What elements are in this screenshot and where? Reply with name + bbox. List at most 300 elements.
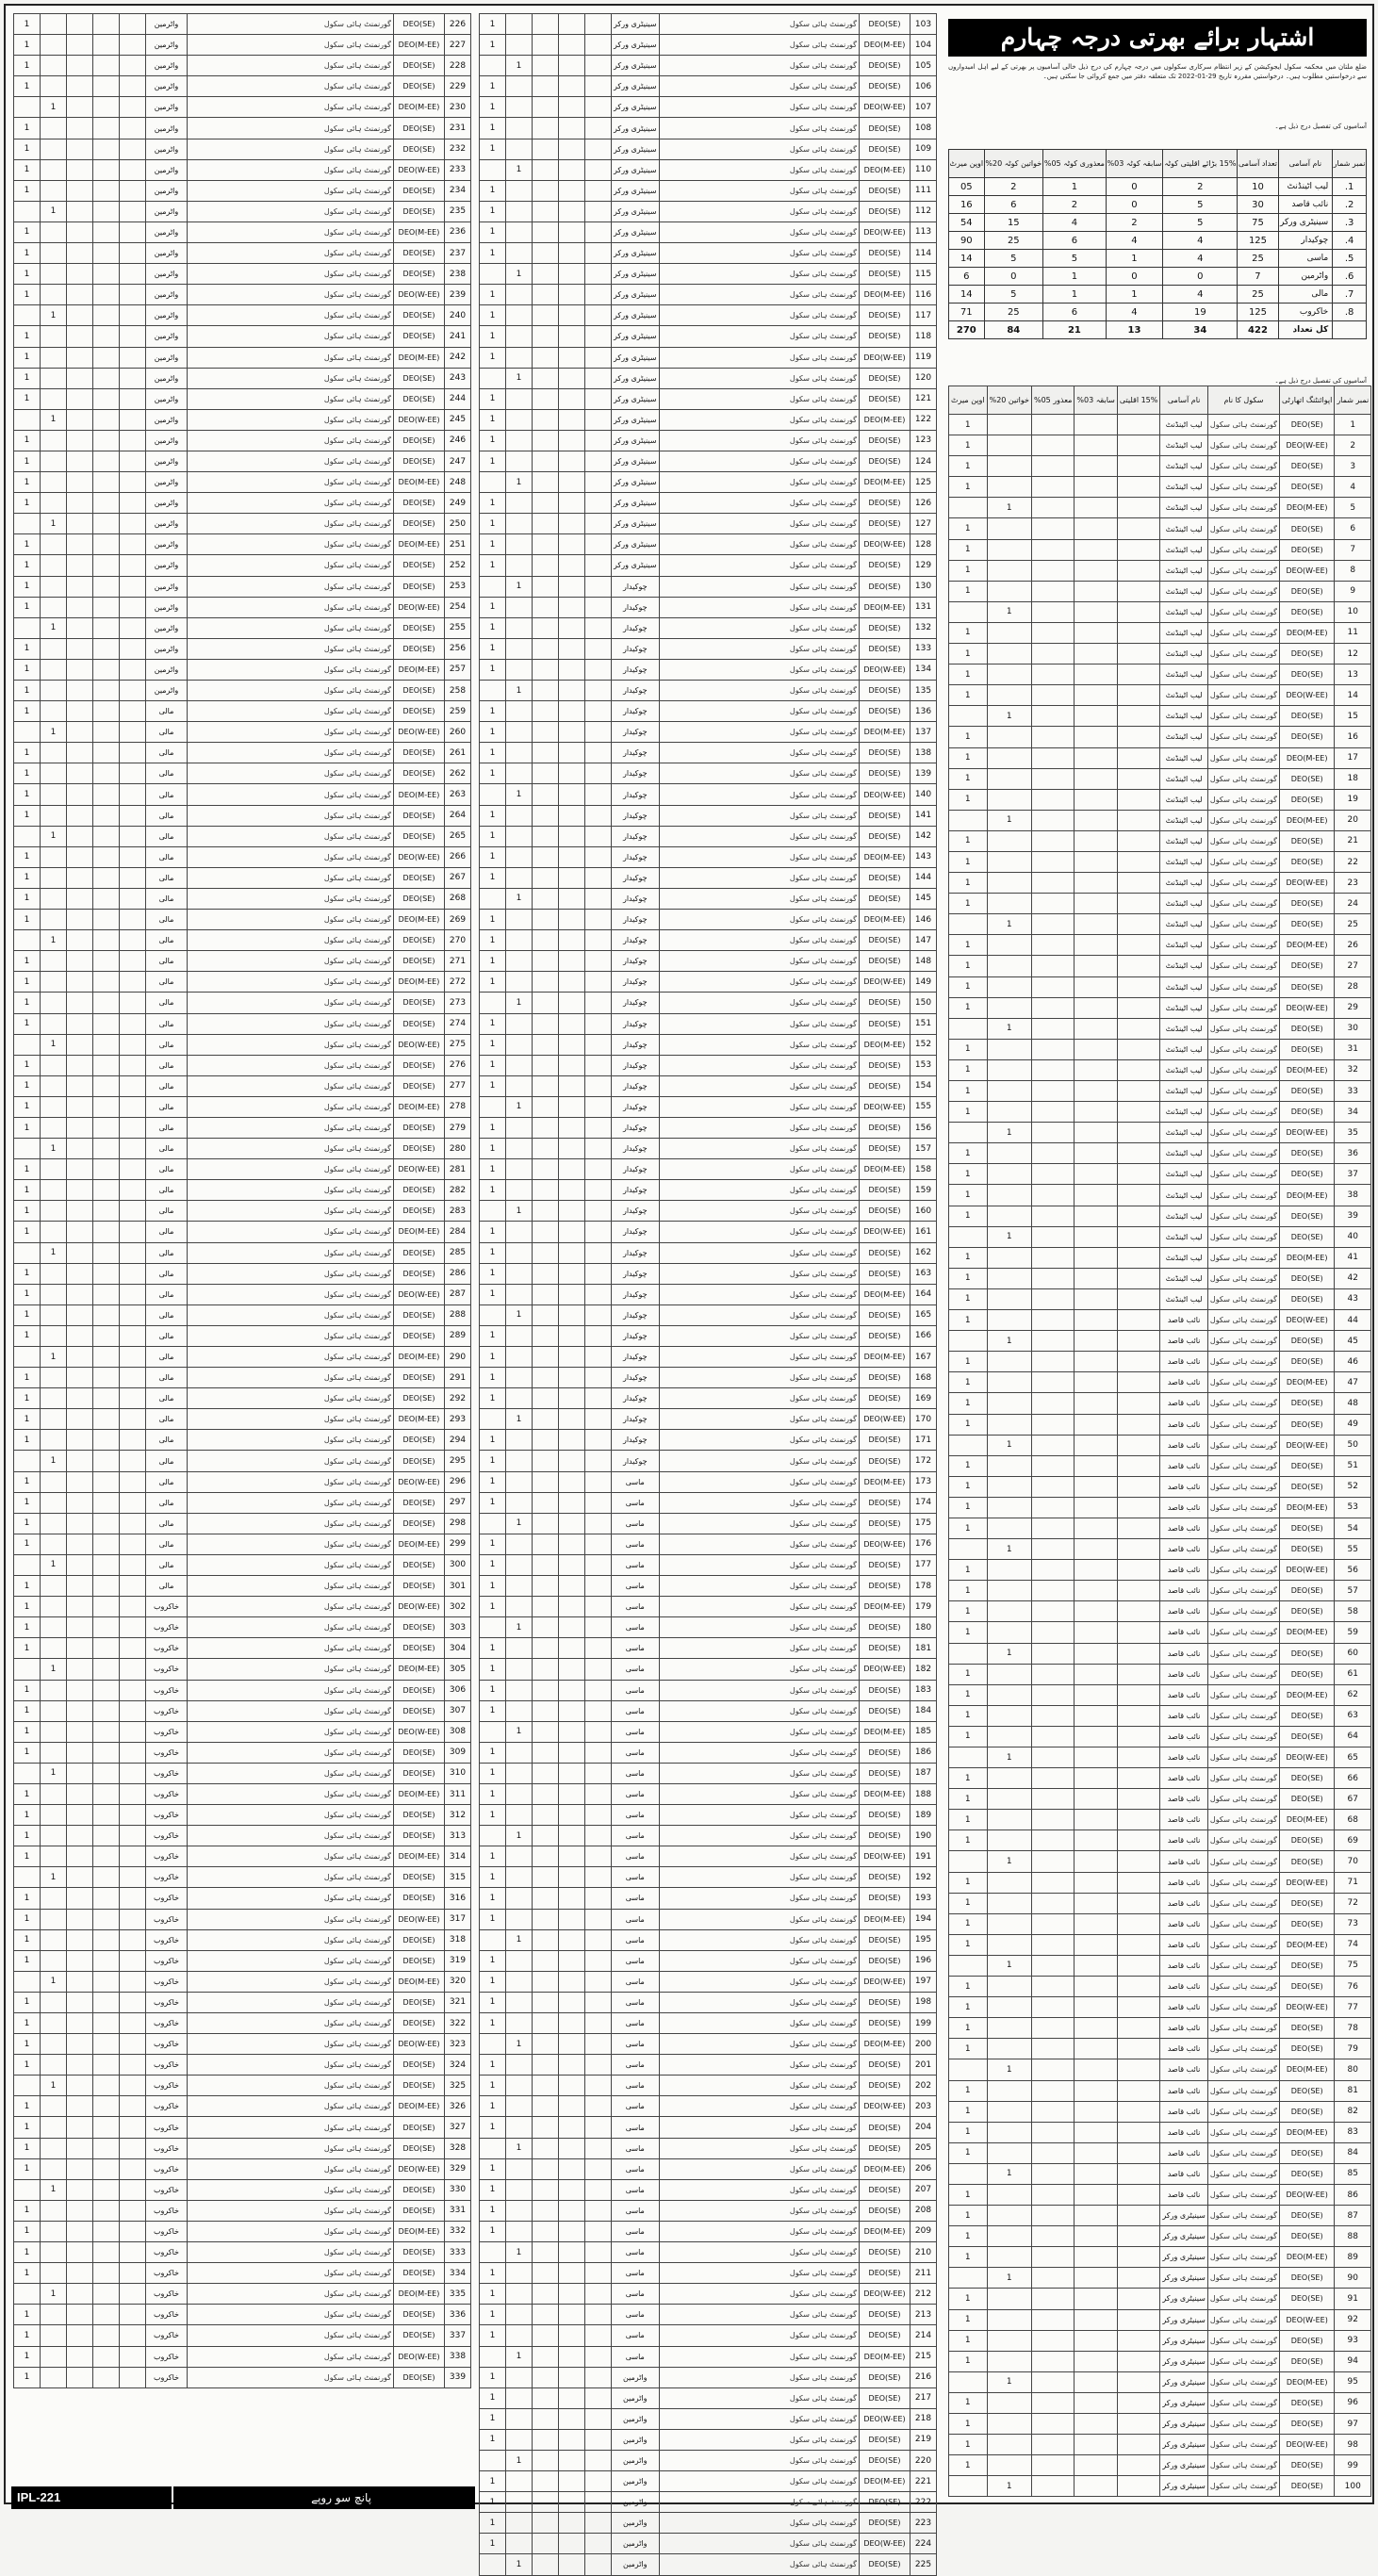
listing-cell-q20: 1: [41, 1034, 67, 1055]
listing-row: [949, 2289, 1371, 2309]
listing-row: [949, 727, 1371, 747]
listing-cell-open: [949, 2163, 988, 2184]
listing-cell-sr: 150: [910, 993, 937, 1013]
listing-cell-office: DEO(SE): [860, 1992, 910, 2012]
listing-cell-office: DEO(SE): [394, 1554, 445, 1575]
listing-cell-q5: [67, 617, 93, 638]
listing-row: [480, 2471, 937, 2492]
listing-cell-q15: [1117, 1997, 1160, 2018]
listing-cell-q3: [1075, 1164, 1117, 1185]
listing-cell-q20: 1: [506, 1201, 533, 1222]
listing-cell-post: مالی: [146, 722, 188, 743]
listing-cell-q5: [67, 2242, 93, 2263]
listing-cell-sr: 191: [910, 1846, 937, 1867]
listing-cell-q15: [1117, 1539, 1160, 1560]
listing-cell-q15: [1117, 560, 1160, 581]
listing-cell-q20: 1: [41, 1451, 67, 1471]
listing-cell-school: گورنمنٹ ہائی سکول: [188, 1700, 394, 1721]
listing-cell-sr: 171: [910, 1430, 937, 1451]
listing-cell-q3: [559, 930, 585, 951]
listing-cell-school: گورنمنٹ ہائی سکول: [659, 14, 859, 35]
listing-cell-office: DEO(SE): [1280, 2476, 1335, 2497]
listing-cell-q15: [585, 1721, 612, 1742]
listing-cell-office: DEO(SE): [860, 1180, 910, 1201]
listing-row: [949, 1851, 1371, 1872]
listing-cell-q5: [1031, 747, 1074, 768]
listing-cell-post: خاکروب: [146, 1826, 188, 1846]
listing-cell-q15: [585, 2200, 612, 2221]
listing-cell-q5: [1031, 1997, 1074, 2018]
listing-cell-q5: [533, 784, 559, 805]
listing-cell-school: گورنمنٹ ہائی سکول: [188, 14, 394, 35]
listing-cell-q3: [93, 118, 120, 139]
listing-row: [949, 2122, 1371, 2142]
listing-cell-post: خاکروب: [146, 1638, 188, 1659]
listing-cell-school: گورنمنٹ ہائی سکول: [1207, 560, 1279, 581]
listing-cell-sr: 273: [445, 993, 471, 1013]
listing-cell-q3: [93, 97, 120, 118]
listing-cell-q15: [585, 2367, 612, 2387]
summary-cell-q20: 15: [984, 214, 1042, 232]
listing-cell-q20: [987, 935, 1031, 956]
listing-cell-school: گورنمنٹ ہائی سکول: [659, 1783, 859, 1804]
listing-cell-open: 1: [949, 956, 988, 976]
listing-cell-q5: [67, 1576, 93, 1597]
listing-row: [14, 388, 471, 409]
listing-cell-q20: 1: [506, 368, 533, 388]
listing-cell-q3: [559, 514, 585, 534]
listing-cell-q20: [506, 1492, 533, 1513]
listing-cell-q5: [533, 97, 559, 118]
listing-cell-office: DEO(SE): [1280, 1039, 1335, 1059]
listing-cell-post: واٹرمین: [146, 534, 188, 555]
listing-cell-sr: 263: [445, 784, 471, 805]
listing-cell-q3: [1075, 1726, 1117, 1747]
listing-cell-open: 1: [14, 2200, 41, 2221]
listing-cell-sr: 192: [910, 1867, 937, 1888]
listing-cell-school: گورنمنٹ ہائی سکول: [659, 35, 859, 56]
listing-cell-office: DEO(SE): [860, 2242, 910, 2263]
listing-cell-q5: [533, 597, 559, 617]
listing-cell-office: DEO(SE): [394, 1576, 445, 1597]
listing-row: [480, 2076, 937, 2096]
listing-cell-school: گورنمنٹ ہائی سکول: [188, 2138, 394, 2158]
listing-cell-q15: [1117, 1247, 1160, 1268]
listing-cell-q20: [41, 1576, 67, 1597]
listing-cell-office: DEO(M-EE): [860, 1471, 910, 1492]
listing-cell-office: DEO(M-EE): [394, 97, 445, 118]
listing-row: [480, 993, 937, 1013]
listing-cell-sr: 272: [445, 972, 471, 993]
listing-cell-open: 1: [14, 681, 41, 701]
listing-cell-school: گورنمنٹ ہائی سکول: [1207, 2392, 1279, 2413]
listing-cell-q20: [41, 285, 67, 305]
listing-cell-q3: [93, 1096, 120, 1117]
listing-cell-q20: [987, 1601, 1031, 1622]
listing-cell-sr: 175: [910, 1513, 937, 1534]
listing-cell-office: DEO(SE): [860, 1304, 910, 1325]
listing-cell-q5: [67, 576, 93, 597]
listing-row: [480, 1347, 937, 1368]
listing-cell-office: DEO(W-EE): [1280, 2435, 1335, 2455]
listing-cell-office: DEO(SE): [1280, 2351, 1335, 2371]
listing-cell-q3: [559, 2034, 585, 2055]
listing-cell-sr: 51: [1335, 1455, 1371, 1476]
listing-cell-open: 1: [14, 1742, 41, 1763]
listing-cell-q5: [67, 763, 93, 784]
listing-row: [480, 285, 937, 305]
listing-cell-q3: [93, 1471, 120, 1492]
listing-cell-q20: [987, 2018, 1031, 2039]
listing-cell-q20: [987, 1810, 1031, 1830]
listing-cell-q15: [585, 1783, 612, 1804]
listing-cell-q3: [93, 2076, 120, 2096]
listing-cell-school: گورنمنٹ ہائی سکول: [188, 1846, 394, 1867]
listing-row: [14, 846, 471, 867]
listing-cell-office: DEO(W-EE): [860, 972, 910, 993]
listing-cell-office: DEO(SE): [860, 243, 910, 264]
listing-cell-office: DEO(SE): [1280, 1331, 1335, 1352]
listing-row: [14, 1325, 471, 1346]
listing-cell-q20: [987, 2247, 1031, 2268]
listing-cell-q5: [1031, 1934, 1074, 1955]
listing-cell-q15: [585, 659, 612, 680]
listing-cell-office: DEO(SE): [860, 1242, 910, 1263]
listing-cell-sr: 167: [910, 1347, 937, 1368]
listing-cell-school: گورنمنٹ ہائی سکول: [1207, 830, 1279, 851]
listing-cell-q3: [559, 1388, 585, 1409]
summary-cell-sr: 7.: [1333, 286, 1367, 304]
listing-cell-open: 1: [949, 1268, 988, 1288]
listing-cell-post: چوکیدار: [612, 972, 660, 993]
listing-cell-q3: [1075, 1768, 1117, 1789]
listing-cell-school: گورنمنٹ ہائی سکول: [188, 910, 394, 930]
listing-cell-school: گورنمنٹ ہائی سکول: [1207, 1164, 1279, 1185]
listing-cell-q20: [41, 368, 67, 388]
listing-cell-q20: [506, 1430, 533, 1451]
listing-cell-q5: [67, 159, 93, 180]
listing-row: [480, 1867, 937, 1888]
listing-cell-q3: [559, 2367, 585, 2387]
listing-cell-post: چوکیدار: [612, 930, 660, 951]
listing-row: [480, 951, 937, 972]
listing-cell-post: لیب اٹینڈنٹ: [1160, 789, 1208, 810]
listing-cell-open: [480, 784, 506, 805]
listing-cell-q3: [1075, 1247, 1117, 1268]
listing-cell-open: [14, 826, 41, 846]
listing-cell-school: گورنمنٹ ہائی سکول: [188, 1929, 394, 1950]
listing-cell-q15: [585, 681, 612, 701]
listing-cell-q3: [559, 2471, 585, 2492]
listing-cell-q3: [93, 743, 120, 763]
listing-cell-post: نائب قاصد: [1160, 1372, 1208, 1393]
listing-cell-school: گورنمنٹ ہائی سکول: [1207, 2435, 1279, 2455]
listing-cell-q3: [93, 139, 120, 159]
listing-cell-office: DEO(W-EE): [394, 409, 445, 430]
listing-cell-sr: 331: [445, 2200, 471, 2221]
listing-cell-school: گورنمنٹ ہائی سکول: [659, 201, 859, 222]
listing-cell-open: 1: [480, 409, 506, 430]
listing-cell-school: گورنمنٹ ہائی سکول: [188, 76, 394, 97]
listing-cell-post: نائب قاصد: [1160, 1352, 1208, 1372]
listing-cell-q5: [533, 2096, 559, 2117]
listing-cell-post: لیب اٹینڈنٹ: [1160, 477, 1208, 498]
listing-cell-q3: [559, 1867, 585, 1888]
summary-cell-q15: 5: [1163, 214, 1238, 232]
listing-cell-q20: [41, 243, 67, 264]
listing-cell-post: ماسی: [612, 1867, 660, 1888]
listing-cell-q3: [1075, 997, 1117, 1018]
summary-header-row: [949, 150, 1367, 178]
listing-cell-q15: [120, 1368, 146, 1388]
listing-cell-q15: [1117, 1581, 1160, 1601]
listing-cell-open: 1: [480, 1492, 506, 1513]
listing-cell-q15: [585, 555, 612, 576]
listing-row: [480, 56, 937, 76]
listing-cell-office: DEO(M-EE): [394, 35, 445, 56]
listing-cell-post: لیب اٹینڈنٹ: [1160, 1039, 1208, 1059]
listing-row: [480, 1742, 937, 1763]
summary-cell-q15: 0: [1163, 268, 1238, 286]
listing-cell-office: DEO(M-EE): [394, 472, 445, 493]
listing-row: [14, 534, 471, 555]
listing-cell-sr: 158: [910, 1159, 937, 1180]
listing-cell-post: خاکروب: [146, 2221, 188, 2241]
listing-cell-q5: [533, 243, 559, 264]
listing-row: [949, 1247, 1371, 1268]
listing-cell-sr: 30: [1335, 1018, 1371, 1039]
listing-row: [949, 1226, 1371, 1247]
listing-cell-q20: [987, 1518, 1031, 1538]
listing-cell-q20: 1: [506, 159, 533, 180]
listing-row: [480, 493, 937, 514]
listing-cell-q15: [120, 1700, 146, 1721]
listing-cell-q20: [506, 617, 533, 638]
listing-row: [14, 2221, 471, 2241]
listing-cell-post: ماسی: [612, 2263, 660, 2284]
listing-cell-school: گورنمنٹ ہائی سکول: [1207, 1476, 1279, 1497]
listing-header-office: اپوائنٹنگ اتھارٹی: [1280, 386, 1335, 415]
listing-cell-school: گورنمنٹ ہائی سکول: [659, 1430, 859, 1451]
listing-cell-sr: 252: [445, 555, 471, 576]
listing-cell-q5: [67, 1368, 93, 1388]
listing-cell-office: DEO(SE): [394, 1325, 445, 1346]
listing-cell-q5: [67, 1826, 93, 1846]
listing-cell-office: DEO(M-EE): [1280, 2122, 1335, 2142]
listing-cell-q15: [120, 1139, 146, 1159]
listing-cell-sr: 206: [910, 2158, 937, 2179]
listing-cell-q3: [559, 1971, 585, 1992]
listing-row: [480, 1388, 937, 1409]
listing-cell-open: 1: [480, 1013, 506, 1034]
listing-cell-q15: [1117, 539, 1160, 560]
listing-cell-open: [14, 1242, 41, 1263]
listing-cell-sr: 218: [910, 2408, 937, 2429]
listing-cell-school: گورنمنٹ ہائی سکول: [188, 1304, 394, 1325]
listing-cell-q3: [559, 1929, 585, 1950]
listing-row: [949, 1789, 1371, 1810]
listing-cell-q15: [120, 159, 146, 180]
listing-cell-q15: [585, 1284, 612, 1304]
listing-cell-q20: [506, 1992, 533, 2012]
listing-row: [949, 706, 1371, 727]
listing-cell-school: گورنمنٹ ہائی سکول: [188, 1409, 394, 1430]
listing-cell-school: گورنمنٹ ہائی سکول: [659, 326, 859, 347]
listing-cell-sr: 3: [1335, 456, 1371, 477]
listing-cell-q5: [533, 2408, 559, 2429]
listing-cell-school: گورنمنٹ ہائی سکول: [188, 993, 394, 1013]
listing-cell-q3: [559, 846, 585, 867]
listing-cell-q5: [67, 2367, 93, 2387]
listing-cell-post: سینیٹری ورکر: [612, 326, 660, 347]
listing-cell-q15: [585, 326, 612, 347]
listing-cell-q20: 1: [41, 1554, 67, 1575]
listing-cell-school: گورنمنٹ ہائی سکول: [1207, 1435, 1279, 1455]
listing-cell-school: گورنمنٹ ہائی سکول: [659, 659, 859, 680]
listing-cell-q20: [506, 139, 533, 159]
listing-cell-school: گورنمنٹ ہائی سکول: [188, 2034, 394, 2055]
listing-cell-sr: 145: [910, 888, 937, 909]
listing-cell-open: 1: [949, 456, 988, 477]
listing-cell-school: گورنمنٹ ہائی سکول: [1207, 1664, 1279, 1684]
listing-cell-q15: [585, 1451, 612, 1471]
listing-cell-q20: [506, 305, 533, 326]
listing-cell-sr: 173: [910, 1471, 937, 1492]
listing-cell-post: نائب قاصد: [1160, 1726, 1208, 1747]
listing-row: [480, 576, 937, 597]
listing-cell-q15: [120, 430, 146, 451]
listing-cell-open: 1: [480, 243, 506, 264]
listing-cell-post: ماسی: [612, 1576, 660, 1597]
listing-cell-post: لیب اٹینڈنٹ: [1160, 1059, 1208, 1080]
listing-cell-open: 1: [480, 1534, 506, 1554]
listing-cell-q20: 1: [987, 914, 1031, 935]
listing-cell-q3: [93, 910, 120, 930]
listing-cell-q20: [987, 2414, 1031, 2435]
listing-cell-q15: [585, 910, 612, 930]
listing-cell-school: گورنمنٹ ہائی سکول: [659, 1846, 859, 1867]
summary-cell-q20: 25: [984, 232, 1042, 250]
listing-cell-post: نائب قاصد: [1160, 1539, 1208, 1560]
listing-cell-q3: [93, 2263, 120, 2284]
listing-cell-q15: [585, 2284, 612, 2305]
listing-row: [14, 1742, 471, 1763]
listing-cell-open: 1: [949, 1518, 988, 1538]
listing-cell-sr: 116: [910, 285, 937, 305]
listing-cell-school: گورنمنٹ ہائی سکول: [659, 388, 859, 409]
listing-cell-school: گورنمنٹ ہائی سکول: [188, 1888, 394, 1909]
listing-cell-sr: 91: [1335, 2289, 1371, 2309]
listing-cell-sr: 100: [1335, 2476, 1371, 2497]
listing-cell-q15: [1117, 1143, 1160, 1164]
listing-cell-q5: [1031, 1185, 1074, 1206]
listing-cell-post: سینیٹری ورکر: [1160, 2392, 1208, 2413]
listing-cell-office: DEO(M-EE): [394, 1846, 445, 1867]
listing-cell-q20: 1: [987, 1018, 1031, 1039]
listing-cell-q15: [585, 1950, 612, 1971]
listing-cell-sr: 274: [445, 1013, 471, 1034]
listing-cell-q3: [93, 1680, 120, 1700]
listing-cell-post: ماسی: [612, 1763, 660, 1783]
listing-cell-open: 1: [480, 2387, 506, 2408]
listing-cell-q5: [533, 1201, 559, 1222]
listing-cell-q5: [533, 1263, 559, 1284]
listing-cell-q20: [41, 951, 67, 972]
listing-cell-school: گورنمنٹ ہائی سکول: [188, 2242, 394, 2263]
listing-cell-sr: 276: [445, 1055, 471, 1075]
listing-cell-open: 1: [480, 1867, 506, 1888]
listing-cell-q20: [506, 451, 533, 471]
listing-cell-q5: [67, 451, 93, 471]
listing-cell-open: 1: [480, 1430, 506, 1451]
listing-cell-q3: [93, 1950, 120, 1971]
listing-cell-sr: 87: [1335, 2206, 1371, 2226]
listing-cell-sr: 266: [445, 846, 471, 867]
listing-cell-post: سینیٹری ورکر: [1160, 2351, 1208, 2371]
listing-cell-q20: 1: [987, 1435, 1031, 1455]
listing-cell-office: DEO(SE): [1280, 1352, 1335, 1372]
listing-cell-q5: [1031, 1705, 1074, 1726]
listing-cell-open: [949, 1851, 988, 1872]
listing-cell-school: گورنمنٹ ہائی سکول: [188, 1368, 394, 1388]
listing-cell-office: DEO(SE): [860, 555, 910, 576]
listing-cell-q3: [559, 1909, 585, 1929]
listing-cell-school: گورنمنٹ ہائی سکول: [659, 2513, 859, 2534]
listing-cell-q15: [585, 388, 612, 409]
listing-cell-office: DEO(M-EE): [394, 347, 445, 368]
listing-cell-open: 1: [14, 2158, 41, 2179]
listing-cell-q5: [1031, 622, 1074, 643]
listing-cell-office: DEO(SE): [860, 514, 910, 534]
listing-cell-school: گورنمنٹ ہائی سکول: [659, 2408, 859, 2429]
listing-cell-office: DEO(W-EE): [860, 347, 910, 368]
listing-cell-q3: [1075, 935, 1117, 956]
listing-cell-post: مالی: [146, 846, 188, 867]
listing-cell-post: نائب قاصد: [1160, 1810, 1208, 1830]
listing-row: [14, 701, 471, 722]
listing-cell-sr: 335: [445, 2284, 471, 2305]
listing-cell-q15: [585, 1263, 612, 1284]
listing-cell-q5: [533, 867, 559, 888]
listing-cell-office: DEO(SE): [394, 1950, 445, 1971]
listing-cell-open: 1: [480, 597, 506, 617]
listing-cell-q15: [1117, 2039, 1160, 2059]
listing-cell-q5: [533, 555, 559, 576]
listing-cell-post: خاکروب: [146, 2263, 188, 2284]
listing-cell-q3: [1075, 435, 1117, 456]
listing-cell-post: خاکروب: [146, 1867, 188, 1888]
listing-row: [949, 894, 1371, 914]
listing-cell-school: گورنمنٹ ہائی سکول: [659, 576, 859, 597]
listing-cell-open: 1: [949, 539, 988, 560]
listing-cell-q5: [1031, 1518, 1074, 1538]
listing-cell-school: گورنمنٹ ہائی سکول: [188, 368, 394, 388]
listing-cell-office: DEO(SE): [394, 1201, 445, 1222]
listing-cell-sr: 321: [445, 1992, 471, 2012]
listing-cell-post: سینیٹری ورکر: [612, 285, 660, 305]
listing-row: [14, 659, 471, 680]
listing-cell-office: DEO(M-EE): [860, 1721, 910, 1742]
listing-cell-sr: 78: [1335, 2018, 1371, 2039]
listing-cell-q15: [1117, 976, 1160, 997]
listing-cell-sr: 43: [1335, 1288, 1371, 1309]
listing-cell-q15: [1117, 1331, 1160, 1352]
listing-cell-sr: 21: [1335, 830, 1371, 851]
listing-cell-school: گورنمنٹ ہائی سکول: [1207, 2206, 1279, 2226]
listing-cell-q5: [67, 76, 93, 97]
listing-cell-q20: 1: [987, 1747, 1031, 1768]
listing-cell-open: 1: [949, 1913, 988, 1934]
